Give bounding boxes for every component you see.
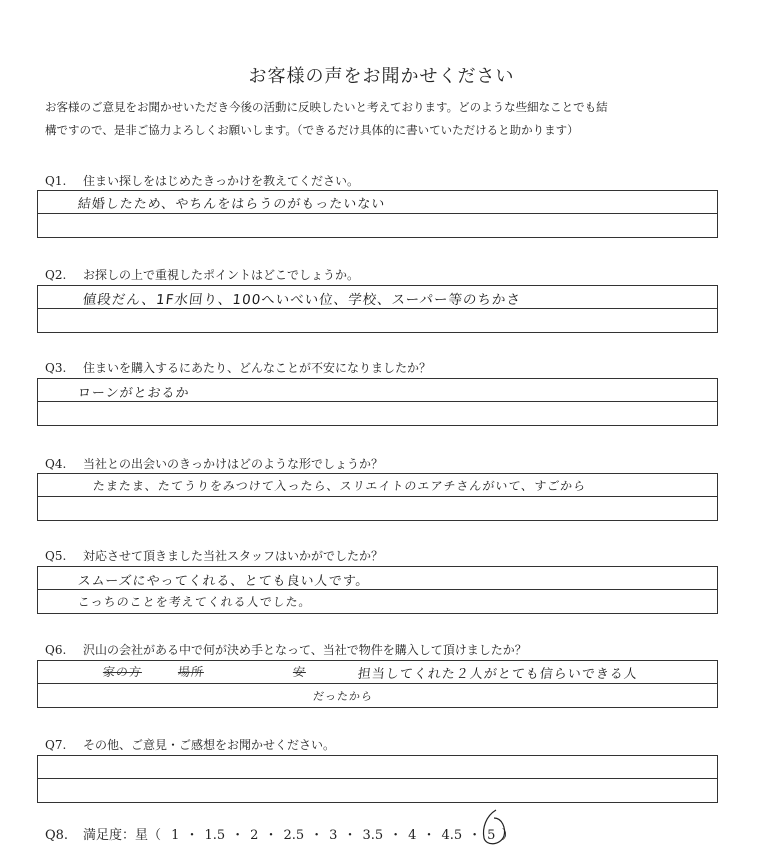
answer-box-2[interactable] <box>37 285 718 333</box>
question-text: 沢山の会社がある中で何が決め手となって、当社で物件を購入して頂けましたか？ <box>83 643 527 657</box>
struck-answer-1: 家の方 <box>102 665 143 679</box>
question-number: Q8. <box>45 828 69 843</box>
rating-separator: ・ <box>264 828 278 843</box>
rating-separator: ・ <box>389 828 403 843</box>
question-2 <box>45 266 359 283</box>
question-text: 対応させて頂きました当社スタッフはいかがでしたか？ <box>83 549 384 563</box>
answer-box-7[interactable] <box>37 755 718 803</box>
rating-option-selected[interactable]: 5 <box>487 828 495 843</box>
question-number: Q4. <box>45 457 67 471</box>
rating-option[interactable]: 3.5 <box>362 828 384 843</box>
rating-scale <box>165 828 501 843</box>
rating-separator: ・ <box>343 828 357 843</box>
rating-option[interactable]: 1.5 <box>204 828 226 843</box>
rating-separator: ・ <box>185 828 199 843</box>
rating-option[interactable]: 4 <box>408 828 417 843</box>
handwritten-answer: スムーズにやってくれる、とても良い人です。 <box>77 574 371 589</box>
question-text: 当社との出会いのきっかけはどのような形でしょうか？ <box>83 457 384 471</box>
question-number: Q5. <box>45 549 67 563</box>
handwritten-answer-line-2: こっちのことを考えてくれる人でした。 <box>77 595 313 609</box>
rating-option[interactable]: 2 <box>250 828 259 843</box>
page-title: お客様の声をお聞かせください <box>248 66 515 87</box>
answer-box-1[interactable] <box>37 190 718 238</box>
question-number: Q2. <box>45 268 67 282</box>
question-text: 住まい探しをはじめたきっかけを教えてください。 <box>83 174 360 188</box>
answer-box-3[interactable] <box>37 378 718 426</box>
rating-close: ） <box>501 828 515 843</box>
rating-separator: ・ <box>468 828 482 843</box>
handwritten-answer: ローンがとおるか <box>77 386 191 401</box>
question-3 <box>45 359 431 376</box>
handwritten-answer: 結婚したため、やちんをはらうのがもったいない <box>77 197 387 212</box>
hand-drawn-circle-icon <box>478 806 508 848</box>
rating-separator: ・ <box>310 828 324 843</box>
rating-option[interactable]: 2.5 <box>283 828 305 843</box>
rating-separator: ・ <box>231 828 245 843</box>
handwritten-answer: たまたま、たてうりをみつけて入ったら、スリエイトのエアチさんがいて、すごから <box>92 479 587 493</box>
question-1 <box>45 172 359 189</box>
answer-box-5[interactable] <box>37 566 718 614</box>
rating-option[interactable]: 4.5 <box>441 828 463 843</box>
question-number: Q6. <box>45 643 67 657</box>
question-number: Q3. <box>45 361 67 375</box>
rating-separator: ・ <box>422 828 436 843</box>
question-text: その他、ご意見・ご感想をお聞かせください。 <box>83 738 336 752</box>
struck-answer-3: 安 <box>292 665 307 679</box>
question-number: Q1. <box>45 174 67 188</box>
satisfaction-rating <box>45 824 514 843</box>
question-text: お探しの上で重視したポイントはどこでしょうか。 <box>83 268 360 282</box>
rating-option[interactable]: 3 <box>329 828 338 843</box>
struck-answer-2: 場所 <box>177 665 205 679</box>
answer-box-4[interactable] <box>37 473 718 521</box>
question-4 <box>45 455 383 472</box>
handwritten-answer: 担当してくれた２人がとても信らいできる人 <box>357 667 639 682</box>
intro-line-1: お客様のご意見をお聞かせいただき今後の活動に反映したいと考えております。どのような些細なことでも結 <box>45 100 608 114</box>
question-6 <box>45 641 527 658</box>
rating-option[interactable]: 1 <box>171 828 180 843</box>
question-number: Q7. <box>45 738 67 752</box>
handwritten-answer-line-2: だったから <box>312 690 374 703</box>
handwritten-answer: 値段だん、1F水回り、100へいべい位、学校、スーパー等のちかさ <box>81 292 522 308</box>
question-7 <box>45 736 335 753</box>
question-text: 住まいを購入するにあたり、どんなことが不安になりましたか？ <box>83 361 432 375</box>
intro-line-2: 構ですので、是非ご協力よろしくお願いします。（できるだけ具体的に書いていただけると助かります） <box>45 123 579 137</box>
rating-label: 満足度：星（ <box>83 828 162 843</box>
question-5 <box>45 547 383 564</box>
answer-box-6[interactable] <box>37 660 718 708</box>
